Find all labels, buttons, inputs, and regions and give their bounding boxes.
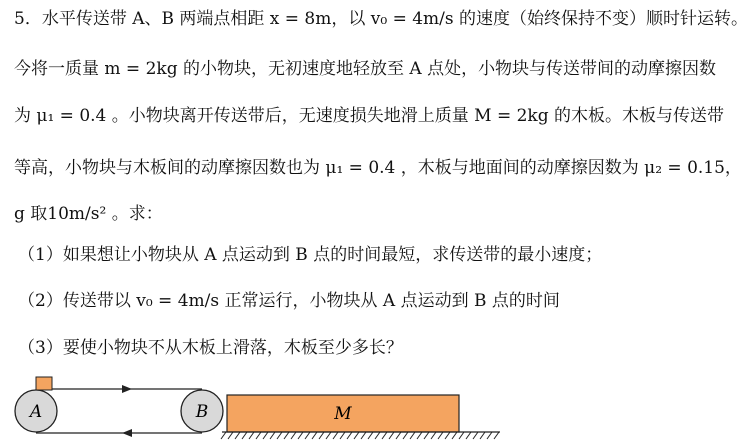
problem-line-5: g 取10m/s² 。求： — [14, 204, 163, 224]
question-1: （1）如果想让小物块从 A 点运动到 B 点的时间最短，求传送带的最小速度； — [18, 245, 603, 265]
problem-line-3: 为 μ₁ = 0.4 。小物块离开传送带后，无速度损失地滑上质量 M = 2kg 的木板。木板与传送带 — [14, 106, 725, 126]
board-label: M — [334, 404, 352, 424]
pulley-b-label: B — [195, 402, 209, 422]
pulley-a-label: A — [29, 402, 43, 422]
ground-hatch — [221, 432, 499, 439]
problem-line-4: 等高，小物块与木板间的动摩擦因数也为 μ₁ = 0.4 ，木板与地面间的动摩擦因数为 μ₂ = 0.15， — [14, 158, 742, 178]
small-block — [36, 377, 52, 390]
problem-line-1: 5．水平传送带 A、B 两端点相距 x = 8m，以 v₀ = 4m/s 的速度（始终保持不变）顺时针运转。 — [14, 9, 749, 29]
belt-bottom-arrow-icon — [122, 429, 132, 437]
question-3: （3）要使小物块不从木板上滑落，木板至少多长？ — [18, 338, 403, 358]
belt-top-arrow-icon — [122, 385, 132, 393]
conveyor-figure — [0, 368, 750, 447]
problem-line-2: 今将一质量 m = 2kg 的小物块，无初速度地轻放至 A 点处，小物块与传送带间的动摩擦因数 — [14, 59, 717, 79]
question-2: （2）传送带以 v₀ = 4m/s 正常运行，小物块从 A 点运动到 B 点的时间 — [18, 291, 560, 311]
